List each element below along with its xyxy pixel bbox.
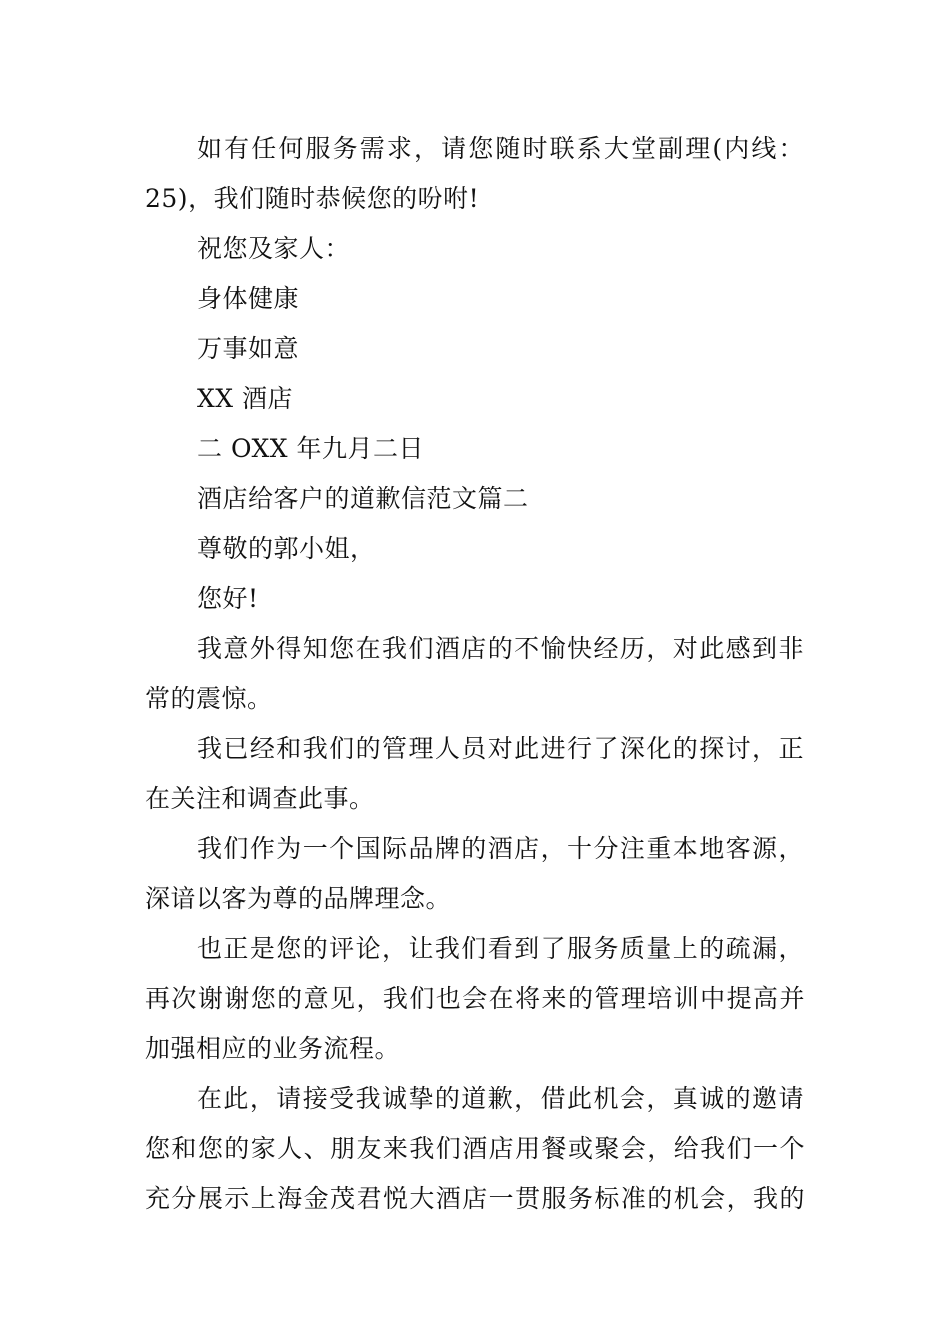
paragraph-line: 充分展示上海金茂君悦大酒店一贯服务标准的机会，我的 xyxy=(145,1184,805,1213)
paragraph-line: 身体健康 xyxy=(197,284,300,313)
paragraph-line: 在此，请接受我诚挚的道歉，借此机会，真诚的邀请 xyxy=(197,1084,804,1113)
paragraph-line: 我意外得知您在我们酒店的不愉快经历，对此感到非 xyxy=(197,634,804,663)
paragraph-line: 万事如意 xyxy=(197,334,300,363)
salutation: 尊敬的郭小姐， xyxy=(197,534,376,563)
paragraph-line: XX 酒店 xyxy=(197,384,294,413)
paragraph-line: 也正是您的评论，让我们看到了服务质量上的疏漏， xyxy=(197,934,804,963)
paragraph-line: 祝您及家人： xyxy=(197,234,351,263)
paragraph-line: 加强相应的业务流程。 xyxy=(145,1034,401,1063)
paragraph-line: 如有任何服务需求，请您随时联系大堂副理(内线： xyxy=(197,134,804,163)
section-title: 酒店给客户的道歉信范文篇二 xyxy=(197,484,529,513)
paragraph-line: 深谙以客为尊的品牌理念。 xyxy=(145,884,452,913)
paragraph-line: 我们作为一个国际品牌的酒店，十分注重本地客源， xyxy=(197,834,804,863)
paragraph-line: 常的震惊。 xyxy=(145,684,273,713)
paragraph-line: 再次谢谢您的意见，我们也会在将来的管理培训中提高并 xyxy=(145,984,805,1013)
paragraph-line: 您和您的家人、朋友来我们酒店用餐或聚会，给我们一个 xyxy=(145,1134,805,1163)
paragraph-line: 我已经和我们的管理人员对此进行了深化的探讨，正 xyxy=(197,734,804,763)
greeting: 您好! xyxy=(197,584,259,613)
paragraph-line: 在关注和调查此事。 xyxy=(145,784,375,813)
date-line: 二 OXX 年九月二日 xyxy=(197,434,425,463)
paragraph-line: 25)，我们随时恭候您的吩咐! xyxy=(145,184,480,213)
